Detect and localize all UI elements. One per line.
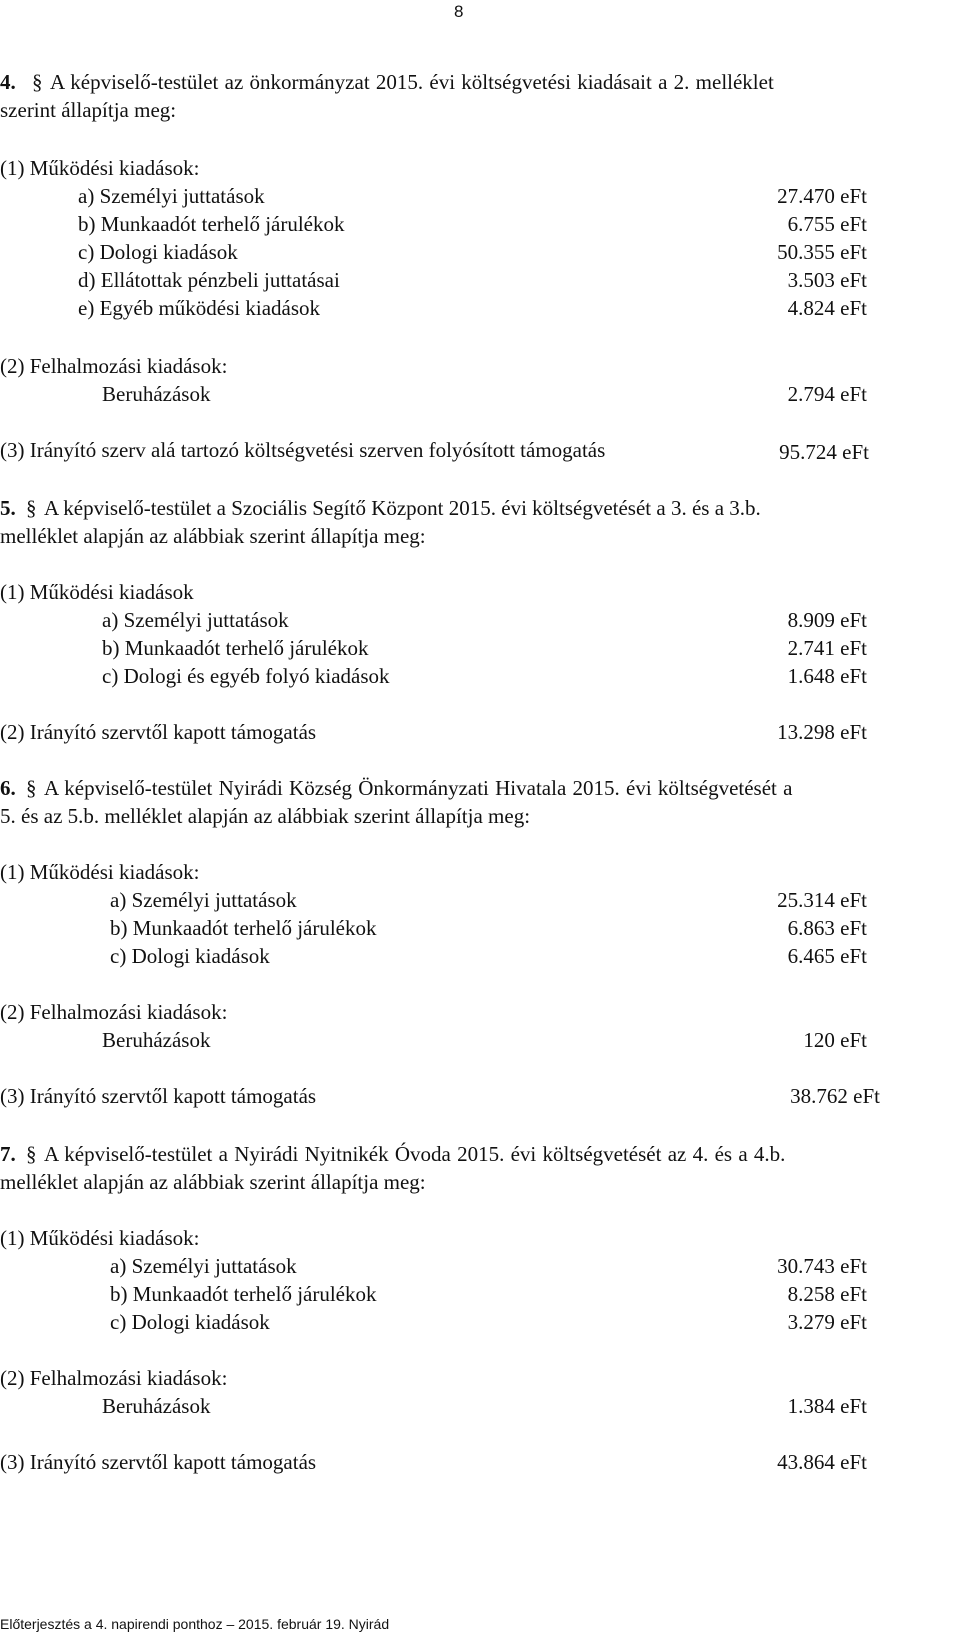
item-label: c) Dologi kiadások [110, 944, 270, 968]
item-value: 4.824 eFt [787, 296, 867, 320]
section-heading-line-2: szerint állapítja meg: [0, 98, 177, 122]
page-footer: Előterjesztés a 4. napirendi ponthoz – 2015. február 19. Nyirád [0, 1616, 390, 1632]
item-label: b) Munkaadót terhelő járulékok [110, 1282, 377, 1306]
section-heading-line-1: A képviselő-testület a Szociális Segítő Központ 2015. évi költségvetését a 3. és a 3.b. [44, 496, 761, 520]
page-number: 8 [454, 2, 464, 21]
item-value: 27.470 eFt [777, 184, 867, 208]
item-value: 8.258 eFt [787, 1282, 867, 1306]
group-title: (1) Működési kiadások [0, 580, 194, 604]
item-value: 2.741 eFt [787, 636, 867, 660]
group-title: (1) Működési kiadások: [0, 1226, 200, 1250]
group-title: (3) Irányító szervtől kapott támogatás [0, 1084, 317, 1108]
section-number: 4. [0, 70, 16, 94]
item-value: 8.909 eFt [787, 608, 867, 632]
group-value: 38.762 eFt [790, 1084, 880, 1108]
item-label: c) Dologi kiadások [78, 240, 238, 264]
section-symbol: § [26, 776, 37, 800]
item-label: d) Ellátottak pénzbeli juttatásai [78, 268, 340, 292]
item-value: 3.279 eFt [787, 1310, 867, 1334]
group-title: (3) Irányító szervtől kapott támogatás [0, 1450, 317, 1474]
item-label: c) Dologi és egyéb folyó kiadások [102, 664, 390, 688]
group-title: (2) Irányító szervtől kapott támogatás [0, 720, 317, 744]
item-label: c) Dologi kiadások [110, 1310, 270, 1334]
item-value: 2.794 eFt [787, 382, 867, 406]
group-title: (3) Irányító szerv alá tartozó költségvetési szerven folyósított támogatás [0, 438, 606, 462]
item-label: Beruházások [102, 382, 211, 406]
item-label: b) Munkaadót terhelő járulékok [102, 636, 369, 660]
item-value: 25.314 eFt [777, 888, 867, 912]
item-value: 50.355 eFt [777, 240, 867, 264]
item-label: b) Munkaadót terhelő járulékok [110, 916, 377, 940]
item-label: a) Személyi juttatások [102, 608, 289, 632]
item-label: Beruházások [102, 1028, 211, 1052]
group-title: (2) Felhalmozási kiadások: [0, 1000, 228, 1024]
item-label: e) Egyéb működési kiadások [78, 296, 321, 320]
section-symbol: § [26, 1142, 37, 1166]
item-value: 6.465 eFt [787, 944, 867, 968]
item-value: 1.648 eFt [787, 664, 867, 688]
group-title: (2) Felhalmozási kiadások: [0, 1366, 228, 1390]
section-heading-line-1: A képviselő-testület a Nyirádi Nyitnikék Óvoda 2015. évi költségvetését az 4. és a 4.b. [44, 1142, 786, 1166]
item-value: 6.863 eFt [787, 916, 867, 940]
item-value: 1.384 eFt [787, 1394, 867, 1418]
group-value: 43.864 eFt [777, 1450, 867, 1474]
item-value: 30.743 eFt [777, 1254, 867, 1278]
section-heading-line-2: 5. és az 5.b. melléklet alapján az alábbiak szerint állapítja meg: [0, 804, 531, 828]
group-value: 13.298 eFt [777, 720, 867, 744]
group-value: 95.724 eFt [779, 440, 869, 464]
item-label: Beruházások [102, 1394, 211, 1418]
group-title: (1) Működési kiadások: [0, 860, 200, 884]
section-heading-line-1: A képviselő-testület Nyirádi Község Önkormányzati Hivatala 2015. évi költségvetését a [44, 776, 793, 800]
group-title: (1) Működési kiadások: [0, 156, 200, 180]
section-heading-line-2: melléklet alapján az alábbiak szerint állapítja meg: [0, 524, 426, 548]
item-value: 6.755 eFt [787, 212, 867, 236]
item-value: 3.503 eFt [787, 268, 867, 292]
item-value: 120 eFt [803, 1028, 867, 1052]
item-label: a) Személyi juttatások [78, 184, 265, 208]
section-symbol: § [32, 70, 43, 94]
item-label: a) Személyi juttatások [110, 888, 297, 912]
section-heading-line-1: A képviselő-testület az önkormányzat 2015. évi költségvetési kiadásait a 2. melléklet [50, 70, 774, 94]
section-number: 7. [0, 1142, 16, 1166]
section-symbol: § [26, 496, 37, 520]
section-number: 6. [0, 776, 16, 800]
section-heading-line-2: melléklet alapján az alábbiak szerint állapítja meg: [0, 1170, 426, 1194]
section-number: 5. [0, 496, 16, 520]
group-title: (2) Felhalmozási kiadások: [0, 354, 228, 378]
item-label: a) Személyi juttatások [110, 1254, 297, 1278]
item-label: b) Munkaadót terhelő járulékok [78, 212, 345, 236]
